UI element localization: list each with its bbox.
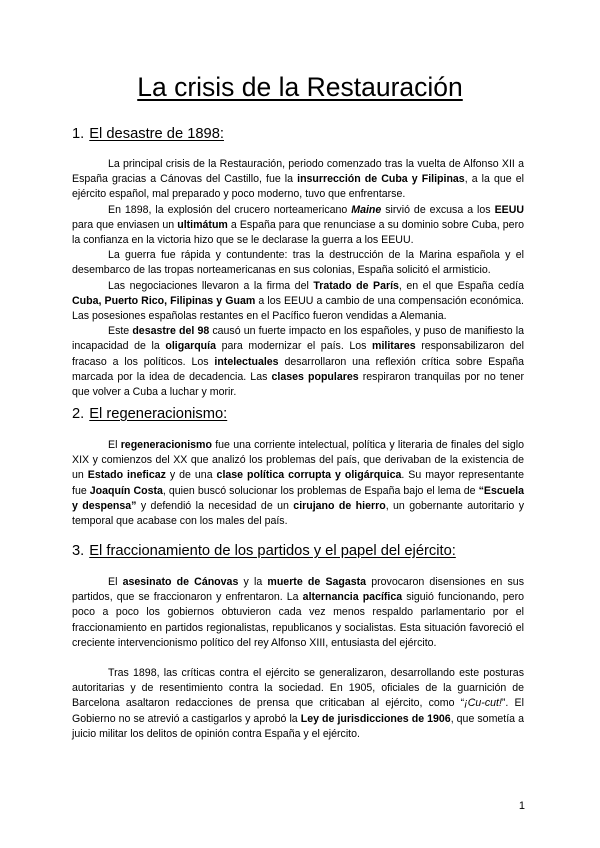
emphasis-text: alternancia pacífica	[302, 591, 403, 604]
section-body-1	[72, 157, 524, 400]
text-run: , que sometía a juicio militar los delitos de opinión contra España y el ejército.	[72, 712, 524, 740]
emphasis-text: ¡Cu-cut!	[464, 697, 502, 710]
paragraph	[72, 666, 524, 742]
emphasis-text: EEUU	[494, 203, 524, 216]
text-run: , quien buscó solucionar los problemas de España bajo el lema de	[162, 484, 479, 497]
emphasis-text: insurrección de Cuba y Filipinas	[297, 173, 465, 186]
emphasis-text: Cuba, Puerto Rico, Filipinas y Guam	[72, 294, 256, 307]
section-heading-1	[72, 126, 224, 142]
section-number: 2.	[72, 406, 85, 422]
emphasis-text: cirujano de hierro	[293, 499, 386, 512]
emphasis-text: oligarquía	[165, 340, 216, 353]
emphasis-text: desastre del 98	[132, 325, 210, 338]
section-number: 3.	[72, 543, 85, 559]
text-run: El	[108, 439, 121, 451]
emphasis-text: “Escuela y despensa”	[72, 484, 524, 512]
emphasis-text: Joaquín Costa	[89, 484, 163, 497]
text-run: Las negociaciones llevaron a la firma del	[108, 279, 314, 292]
text-run: y de una	[165, 469, 217, 482]
text-run: La principal crisis de la Restauración, periodo comenzado tras la vuelta de Alfonso XII a España gracias a Cánovas del Castillo, fue la	[72, 158, 524, 186]
text-run: causó un fuerte impacto en los españoles, y puso de manifiesto la incapacidad de la	[72, 325, 524, 353]
text-run: La guerra fue rápida y contundente: tras la destrucción de la Marina española y el desembarco de las tropas norteamericanas en sus colonias, España solicitó el armisticio.	[72, 249, 524, 277]
emphasis-text: clases populares	[271, 370, 359, 383]
text-run: respiraron tranquilas por no tener que volver a Cuba a luchar y morir.	[72, 370, 524, 399]
emphasis-text: Ley de jurisdicciones de 1906	[300, 712, 451, 725]
section-title: El regeneracionismo:	[89, 406, 228, 422]
emphasis-text: ultimátum	[177, 218, 228, 231]
text-run: , a la que el ejército español, mal preparado y poco moderno, tuvo que enfrentarse.	[72, 173, 524, 201]
text-run: , en el que España cedía	[398, 279, 524, 292]
emphasis-text: Estado ineficaz	[87, 469, 166, 482]
section-heading-2	[72, 406, 227, 422]
text-run: y la	[238, 576, 268, 588]
page-title: La crisis de la Restauración	[137, 72, 463, 102]
section-title: El fraccionamiento de los partidos y el papel del ejército:	[89, 543, 456, 559]
text-run: ”. El Gobierno no se atrevió a castigarlos y aprobó la	[72, 697, 524, 725]
section-title: El desastre de 1898:	[89, 126, 224, 142]
section-number: 1.	[72, 126, 85, 142]
text-run: Este	[108, 325, 133, 338]
emphasis-text: Tratado de París	[313, 279, 399, 292]
text-run: En 1898, la explosión del crucero norteamericano	[108, 203, 352, 216]
section-heading-3	[72, 543, 456, 559]
emphasis-text: militares	[372, 340, 416, 353]
text-run: fue una corriente intelectual, política y literaria de finales del siglo XIX y comienzos del XX que analizó los problemas del país, que derivaban de la existencia de un	[72, 439, 524, 482]
text-run: para que enviasen un	[72, 218, 178, 231]
section-body-2	[72, 438, 524, 529]
emphasis-text: intelectuales	[214, 355, 279, 368]
emphasis-text: Maine	[351, 203, 382, 216]
paragraph	[72, 203, 524, 249]
emphasis-text: clase política corrupta y oligárquica	[216, 469, 402, 482]
paragraph	[72, 248, 524, 278]
text-run: para modernizar el país. Los	[215, 340, 373, 353]
paragraph	[72, 575, 524, 651]
text-run: a España para que renunciase a su dominio sobre Cuba, pero la confianza en la victoria hizo que se le declarase la guerra a los EEUU.	[72, 218, 524, 247]
paragraph	[72, 438, 524, 529]
section-body-3	[72, 575, 524, 742]
emphasis-text: asesinato de Cánovas	[122, 576, 239, 588]
text-run: a los EEUU a cambio de una compensación económica. Las posesiones españolas restantes en el Pacífico fueron vendidas a Alemania.	[72, 294, 525, 323]
emphasis-text: regeneracionismo	[120, 439, 212, 451]
text-run: El	[108, 576, 123, 588]
paragraph	[72, 157, 524, 203]
text-run: sirvió de excusa a los	[381, 203, 495, 216]
text-run: responsabilizaron del fracaso a los políticos. Los	[72, 340, 524, 368]
page-number: 1	[518, 800, 525, 812]
text-run: , un gobernante autoritario y temporal que acabase con los males del país.	[72, 499, 525, 528]
text-run: siguió funcionando, pero poco a poco los gobiernos obtuvieron cada vez menos respaldo parlamentario por el fraccionamiento en partidos regionalistas, republicanos y socialistas. Esta situación favoreció el creciente intervencionismo político del rey Alfonso XIII, entusiasta del ejército.	[72, 591, 524, 649]
text-run: provocaron disensiones en sus partidos, que se fraccionaron y enfrentaron. La	[72, 576, 524, 604]
paragraph	[72, 324, 524, 400]
text-run: Tras 1898, las críticas contra el ejército se generalizaron, desarrollando este posturas autoritarias y de resentimiento contra la sociedad. En 1905, oficiales de la guarnición de Barcelona asaltaron redacciones de prensa que criticaban al ejército, como “	[72, 667, 524, 710]
text-run: . Su mayor representante fue	[72, 469, 524, 497]
text-run: y defendió la necesidad de un	[136, 499, 294, 512]
emphasis-text: muerte de Sagasta	[267, 576, 367, 588]
text-run: desarrollaron una reflexión crítica sobre España marcada por la idea de decadencia. Las	[72, 355, 524, 383]
paragraph	[72, 279, 524, 325]
